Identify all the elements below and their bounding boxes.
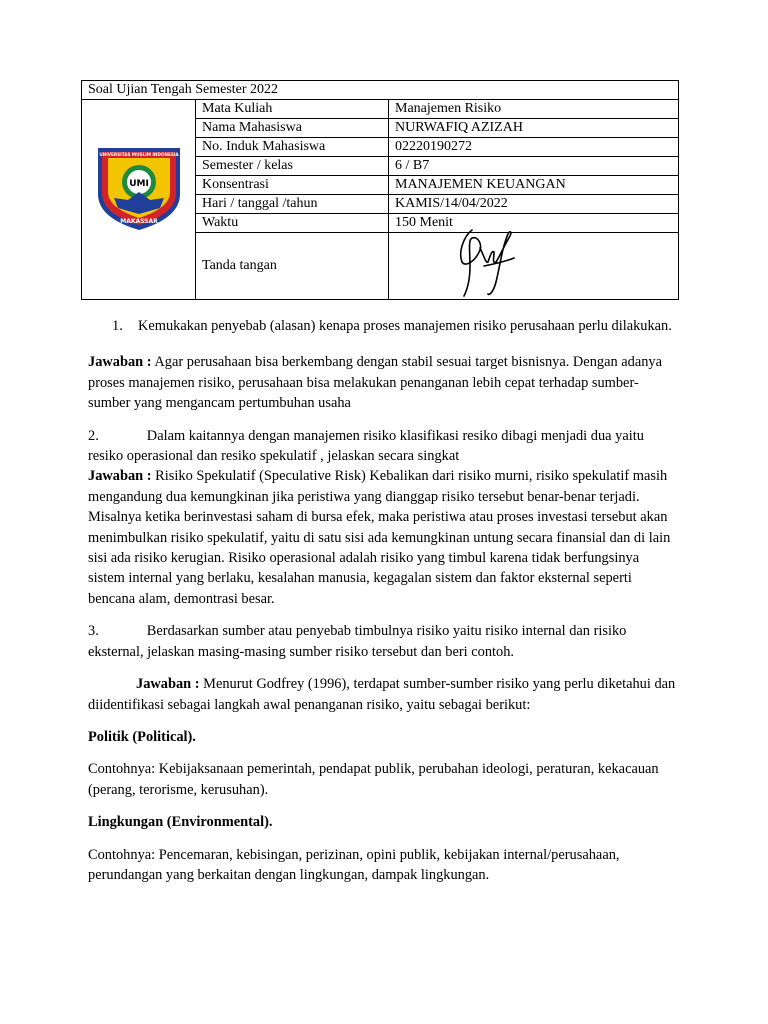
label-konsentrasi: Konsentrasi	[196, 176, 389, 195]
value-waktu: 150 Menit	[389, 214, 679, 233]
label-waktu: Waktu	[196, 214, 389, 233]
value-mata-kuliah: Manajemen Risiko	[389, 100, 679, 119]
logo-bottom-text: MAKASSAR	[120, 218, 158, 225]
label-nama-mahasiswa: Nama Mahasiswa	[196, 119, 389, 138]
environmental-example: Contohnya: Pencemaran, kebisingan, perizinan, opini publik, kebijakan internal/perusahaan, perundangan yang berkaitan dengan lingkungan, dampak lingkungan.	[88, 846, 620, 883]
answer-3-label: Jawaban :	[136, 676, 200, 693]
answer-1	[88, 352, 678, 413]
value-konsentrasi: MANAJEMEN KEUANGAN	[389, 176, 679, 195]
question-3-text: Berdasarkan sumber atau penyebab timbulnya risiko yaitu risiko internal dan risiko eksternal, jelaskan masing-masing sumber risiko tersebut dan beri contoh.	[88, 623, 627, 660]
label-mata-kuliah: Mata Kuliah	[196, 100, 389, 119]
label-nim: No. Induk Mahasiswa	[196, 138, 389, 157]
heading-political-text: Politik (Political).	[88, 728, 196, 745]
answer-1-text: Agar perusahaan bisa berkembang dengan stabil sesuai target bisnisnya. Dengan adanya proses manajemen risiko, perusahaan bisa melakukan penanganan lebih cepat terhadap sumber-sumber yang mengancam pertumbuhan usaha	[88, 354, 663, 412]
answer-2-text: Risiko Spekulatif (Speculative Risk) Kebalikan dari risiko murni, risiko spekulatif masih mengandung dua kemungkinan jika peristiwa yang dianggap risiko tersebut benar-benar terjadi. Misalnya ketika berinvestasi saham di bursa efek, maka peristiwa atau proses investasi tersebut akan menimbulkan risiko spekulatif, yaitu di satu sisi ada kemungkinan untung secara finansial dan di lain sisi ada risiko kerugian. Risiko operasional adalah risiko yang timbul karena tidak berfungsinya sistem internal yang berlaku, kesalahan manusia, kegagalan sistem dan faktor eksternal seperti bencana alam, demontrasi besar.	[88, 468, 671, 607]
heading-environmental	[88, 812, 678, 832]
question-3-number: 3.	[88, 623, 99, 640]
question-1	[112, 316, 678, 336]
logo-acronym: UMI	[129, 179, 149, 189]
question-1-number: 1.	[112, 318, 123, 334]
answer-2	[88, 466, 678, 609]
answer-3	[88, 674, 678, 715]
question-1-text: Kemukakan penyebab (alasan) kenapa proses manajemen risiko perusahaan perlu dilakukan.	[138, 318, 672, 334]
university-logo	[94, 142, 184, 232]
value-hari-tanggal: KAMIS/14/04/2022	[389, 195, 679, 214]
answer-3-text: Menurut Godfrey (1996), terdapat sumber-sumber risiko yang perlu diketahui dan diidentifikasi sebagai langkah awal penanganan risiko, yaitu sebagai berikut:	[88, 676, 676, 713]
answer-2-label: Jawaban :	[88, 468, 152, 485]
label-tanda-tangan: Tanda tangan	[196, 233, 389, 300]
logo-cell	[82, 100, 196, 300]
logo-top-text: UNIVERSITAS MUSLIM INDONESIA	[99, 152, 179, 157]
heading-environmental-text: Lingkungan (Environmental).	[88, 814, 273, 831]
heading-political	[88, 727, 678, 747]
value-semester-kelas: 6 / B7	[389, 157, 679, 176]
answer-1-label: Jawaban :	[88, 354, 152, 371]
question-3	[88, 621, 678, 662]
signature-cell	[389, 233, 679, 300]
value-nim: 02220190272	[389, 138, 679, 157]
question-2-text: Dalam kaitannya dengan manajemen risiko klasifikasi resiko dibagi menjadi dua yaitu resiko operasional dan resiko spekulatif , jelaskan secara singkat	[88, 427, 644, 465]
exam-body	[88, 316, 678, 897]
label-hari-tanggal: Hari / tanggal /tahun	[196, 195, 389, 214]
question-2-number: 2.	[88, 427, 99, 444]
exam-title: Soal Ujian Tengah Semester 2022	[82, 81, 679, 100]
exam-header-table	[81, 80, 679, 300]
question-2	[88, 426, 678, 467]
value-nama-mahasiswa: NURWAFIQ AZIZAH	[389, 119, 679, 138]
handwritten-signature	[450, 222, 520, 300]
political-example: Contohnya: Kebijaksanaan pemerintah, pendapat publik, perubahan ideologi, peraturan, kekacauan (perang, terorisme, kerusuhan).	[88, 761, 659, 798]
label-semester-kelas: Semester / kelas	[196, 157, 389, 176]
